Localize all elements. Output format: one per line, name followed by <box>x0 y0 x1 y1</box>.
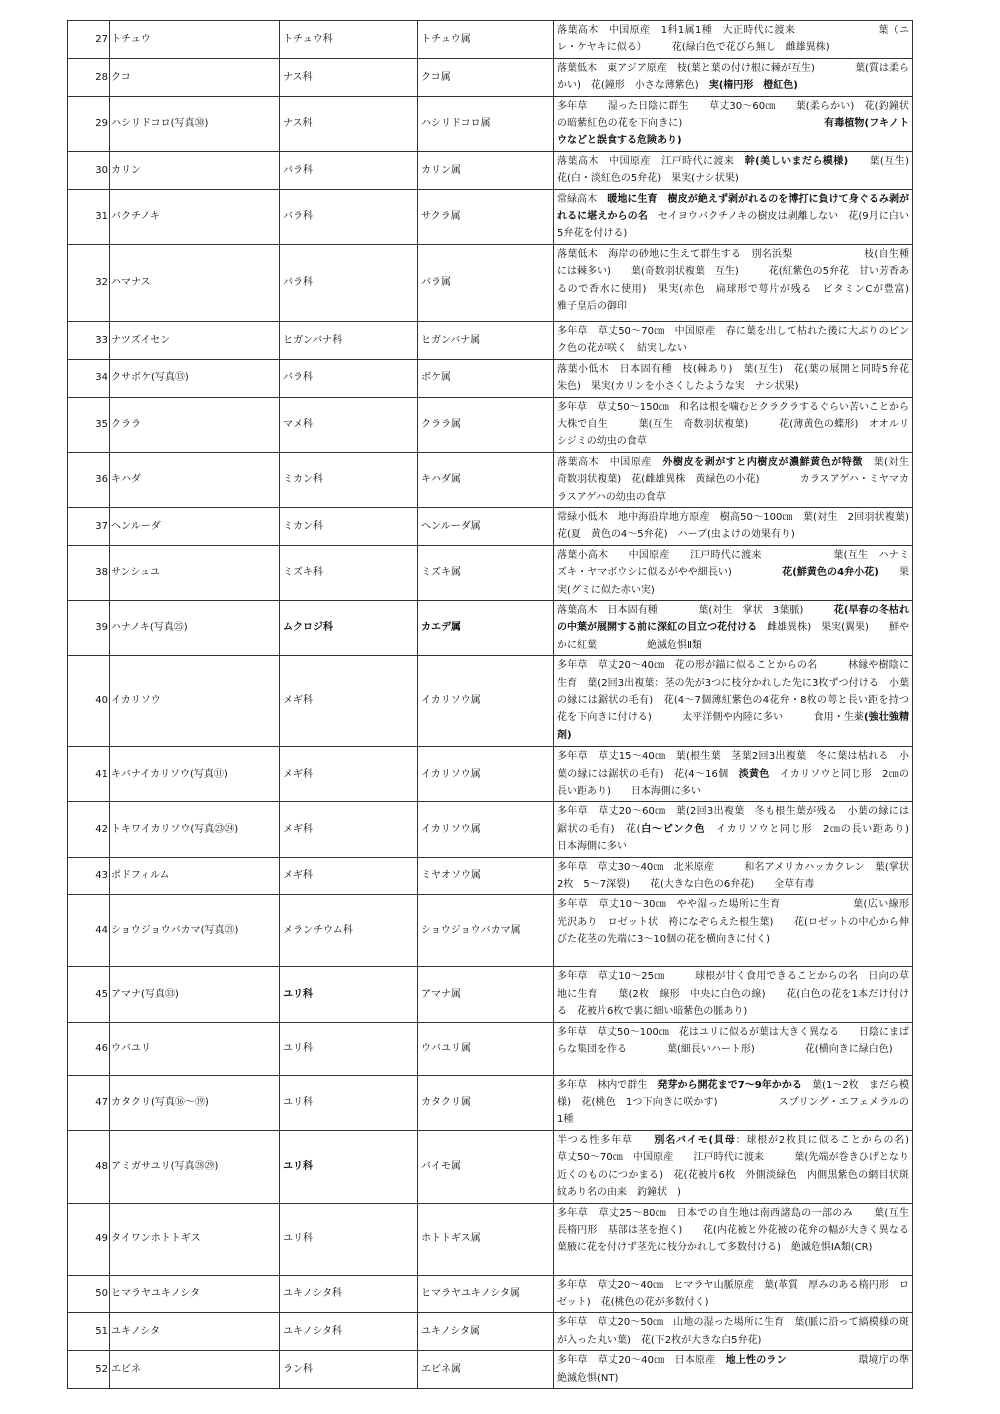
description-segment: 多年草 草丈50～100㎝ 花はユリに似るが葉は大きく異なる 日陰にまばらな集団を作る 葉(細長いハート形) 花(横向きに緑白色) <box>557 1026 909 1056</box>
plant-family: ナス科 <box>280 58 418 96</box>
description-bold-segment: 実(楕円形 橙紅色) <box>708 80 798 92</box>
plant-family: ナス科 <box>280 96 418 151</box>
plant-family: ユリ科 <box>280 1022 418 1075</box>
description-segment: 環境庁の準絶滅危惧(NT) <box>557 1355 910 1384</box>
table-row <box>68 1130 913 1203</box>
description-segment: 多年草 草丈20～40㎝ 花の形が錨に似ることからの名 林縁や樹陰に生育 葉(2回3出複葉：茎の先が3つに枝分かれした先に3枚ずつ付ける 小葉の縁には鋸状の毛有) 花(4～7個薄紅紫色の4花弁・8枚の萼と長い距を持つ花を下向きに付ける) 太平洋側や内陸に多い 食用・生薬 <box>557 660 909 724</box>
table-row <box>68 1075 913 1130</box>
description-segment: 多年草 草丈10～25㎝ 球根が甘く食用できることからの名 日向の草地に生育 葉(2枚 線形 中央に白色の線) 花(白色の花を1本だけ付ける 花被片6枚で裏に細い暗紫色の脈あり) <box>557 971 909 1018</box>
plant-family: バラ科 <box>280 359 418 397</box>
plant-genus: ミヤオソウ属 <box>418 857 554 895</box>
description-segment: 葉(対生 奇数羽状複葉) 花(雌雄異株 黄緑色の小花) カラスアゲハ・ミヤマカラスアゲハの幼虫の食草 <box>557 456 920 503</box>
plant-name: ヘンルーダ <box>110 507 280 545</box>
plant-description <box>554 1022 913 1075</box>
description-bold-segment: 別名バイモ(貝母 <box>654 1134 736 1146</box>
plant-family: ユリ科 <box>280 1130 418 1203</box>
plant-name: ハシリドコロ(写真㉚) <box>110 96 280 151</box>
table-row <box>68 507 913 545</box>
table-row <box>68 1275 913 1313</box>
description-segment: 常緑小低木 地中海沿岸地方原産 樹高50～100㎝ 葉(対生 2回羽状複葉) 花(夏 黄色の4～5弁花) ハーブ(虫よけの効果有り) <box>557 511 919 541</box>
plant-description <box>554 507 919 545</box>
plant-family: ムクロジ科 <box>280 600 418 655</box>
table-row <box>68 321 913 359</box>
plant-name: ユキノシタ <box>110 1313 280 1351</box>
row-number: 33 <box>68 321 110 359</box>
plant-name: キハダ <box>110 452 280 507</box>
description-segment: 落葉高木 中国原産 <box>557 456 663 468</box>
plant-description <box>554 96 913 151</box>
row-number: 36 <box>68 452 110 507</box>
row-number: 34 <box>68 359 110 397</box>
description-segment: 多年草 草丈30～40㎝ 北米原産 和名アメリカハッカクレン 葉(掌状2枚 5～7深裂) 花(大きな白色の6弁花) 全草有毒 <box>557 861 909 891</box>
table-row <box>68 244 913 321</box>
description-segment: 多年草 草丈20～40㎝ 日本原産 <box>557 1355 726 1367</box>
plant-description <box>554 151 920 189</box>
plant-family: バラ科 <box>280 151 418 189</box>
plant-genus: ヒガンバナ属 <box>418 321 554 359</box>
plant-description <box>554 802 939 857</box>
plant-name: ヒマラヤユキノシタ <box>110 1275 280 1313</box>
plant-genus: カエデ属 <box>418 600 554 655</box>
table-row <box>68 895 913 967</box>
plant-name: ポドフィルム <box>110 857 280 895</box>
plant-description <box>554 545 913 600</box>
plant-family: ラン科 <box>280 1351 418 1389</box>
table-row <box>68 600 913 655</box>
description-bold-segment: 花(早春の冬枯れの中葉が展開する前に深紅の目立つ花付ける <box>557 604 909 634</box>
description-bold-segment: 外樹皮を剥がすと内樹皮が濃鮮黄色が特徴 <box>662 456 863 468</box>
plant-genus: ウバユリ属 <box>418 1022 554 1075</box>
plant-family: ユキノシタ科 <box>280 1275 418 1313</box>
table-row <box>68 747 913 802</box>
plant-name: バクチノキ <box>110 189 280 244</box>
table-row <box>68 545 913 600</box>
plant-genus: ボケ属 <box>418 359 554 397</box>
description-segment: 多年草 草丈50～150㎝ 和名は根を噛むとクラクラするぐらい苦いことから 大株で自生 葉(互生 奇数羽状複葉) 花(薄黄色の蝶形) オオルリシジミの幼虫の食草 <box>557 401 939 448</box>
plant-family: ミカン科 <box>280 452 418 507</box>
plant-genus: ハシリドコロ属 <box>418 96 554 151</box>
description-segment: 多年草 草丈20～40㎝ ヒマラヤ山脈原産 葉(革質 厚みのある楕円形 ロゼット) 花(桃色の花が多数付く) <box>557 1279 909 1308</box>
plant-family: ユリ科 <box>280 1075 418 1130</box>
plant-description <box>554 600 913 655</box>
plant-genus: アマナ属 <box>418 967 554 1022</box>
plant-name: トチュウ <box>110 21 280 59</box>
row-number: 31 <box>68 189 110 244</box>
plant-description <box>554 397 939 452</box>
plant-description <box>554 1130 929 1203</box>
plant-genus: カリン属 <box>418 151 554 189</box>
plant-name: カタクリ(写真⑯～⑲) <box>110 1075 280 1130</box>
row-number: 29 <box>68 96 110 151</box>
description-segment: 落葉低木 海岸の砂地に生えて群生する 別名浜梨 枝(自生種には棘多い) 葉(奇数羽状複葉 互生) 花(紅紫色の5弁花 甘い芳香あるので香水に使用) 果実(赤色 扁球形で萼片が残る ビタミンCが豊富) 雅子皇后の御印 <box>557 248 979 313</box>
table-row <box>68 1022 913 1075</box>
plant-family: ミズキ科 <box>280 545 418 600</box>
description-segment: 落葉小低木 日本固有種 枝(棘あり) 葉(互生) 花(葉の展開と同時5弁花 朱色) 果実(カリンを小さくしたような実 ナシ状果) <box>557 363 919 393</box>
description-segment: イカリソウと同じ形 2㎝の長い距あり) 日本海側に多い <box>557 768 910 797</box>
plant-family: メランチウム科 <box>280 895 418 967</box>
plant-genus: ホトトギス属 <box>418 1203 554 1275</box>
plant-name: キバナイカリソウ(写真⑪) <box>110 747 280 802</box>
description-bold-segment: 幹(美しいまだら模様) <box>744 155 849 167</box>
plant-description <box>554 1203 919 1275</box>
row-number: 30 <box>68 151 110 189</box>
table-row <box>68 21 913 59</box>
plant-description <box>554 189 913 244</box>
description-bold-segment: 白～ピンク色 <box>640 823 706 835</box>
description-segment: 落葉高木 中国原産 1科1属1種 大正時代に渡来 葉（ニレ・ケヤキに似る） 花(緑白色で花びら無し 雌雄異株) <box>557 25 909 54</box>
plant-description <box>554 1313 913 1351</box>
plant-description <box>554 58 913 96</box>
plant-genus: ミズキ属 <box>418 545 554 600</box>
table-row <box>68 656 913 747</box>
description-segment: イカリソウと同じ形 2㎝の長い距あり) 日本海側に多い <box>557 823 939 853</box>
plant-name: エビネ <box>110 1351 280 1389</box>
plant-description <box>554 967 913 1022</box>
table-row <box>68 58 913 96</box>
table-row <box>68 802 913 857</box>
plant-family: ユリ科 <box>280 1203 418 1275</box>
plant-family: メギ科 <box>280 747 418 802</box>
plant-description <box>554 1075 913 1130</box>
row-number: 41 <box>68 747 110 802</box>
plant-description <box>554 656 913 747</box>
table-row <box>68 1203 913 1275</box>
table-row <box>68 857 913 895</box>
table-row <box>68 397 913 452</box>
description-segment: 多年草 草丈20～50㎝ 山地の湿った場所に生育 葉(脈に沿って縞模様の斑が入った丸い葉) 花(下2枚が大きな白5弁花) <box>557 1317 909 1346</box>
row-number: 47 <box>68 1075 110 1130</box>
row-number: 42 <box>68 802 110 857</box>
row-number: 39 <box>68 600 110 655</box>
plant-description <box>554 359 919 397</box>
row-number: 37 <box>68 507 110 545</box>
plant-family: メギ科 <box>280 857 418 895</box>
description-segment: 常緑高木 <box>557 193 608 205</box>
plant-name: ハナノキ(写真㉕) <box>110 600 280 655</box>
plant-name: ウバユリ <box>110 1022 280 1075</box>
row-number: 38 <box>68 545 110 600</box>
table-row <box>68 96 913 151</box>
row-number: 32 <box>68 244 110 321</box>
plant-genus: バイモ属 <box>418 1130 554 1203</box>
description-segment: 多年草 草丈20～60㎝ 葉(2回3出複葉 冬も根生葉が残る 小葉の縁には鋸状の毛有) 花( <box>557 806 909 835</box>
row-number: 43 <box>68 857 110 895</box>
plant-genus: カタクリ属 <box>418 1075 554 1130</box>
description-segment: 落葉低木 東アジア原産 枝(葉と葉の付け根に棘が互生) 葉(質は柔らかい) 花(鐘形 小さな薄紫色) <box>557 62 909 92</box>
plant-name: ショウジョウバカマ(写真㉑) <box>110 895 280 967</box>
plant-family: ユリ科 <box>280 967 418 1022</box>
plant-list-table <box>67 20 979 1389</box>
plant-name: ハマナス <box>110 244 280 321</box>
plant-name: カリン <box>110 151 280 189</box>
plant-name: アミガサユリ(写真㉘㉙) <box>110 1130 280 1203</box>
plant-genus: ヘンルーダ属 <box>418 507 554 545</box>
plant-genus: ヒマラヤユキノシタ属 <box>418 1275 554 1313</box>
plant-family: ミカン科 <box>280 507 418 545</box>
description-segment: 多年草 草丈10～30㎝ やや湿った場所に生育 葉(広い線形 光沢あり ロゼット状 袴になぞらえた根生葉) 花(ロゼットの中心から伸びた花茎の先端に3～10個の花を横向きに付く) <box>557 899 919 946</box>
description-bold-segment: 地上性のラン <box>725 1355 787 1367</box>
plant-name: ナツズイセン <box>110 321 280 359</box>
plant-name: クサボケ(写真⑬) <box>110 359 280 397</box>
row-number: 46 <box>68 1022 110 1075</box>
description-segment: 半つる性多年草 <box>557 1134 655 1146</box>
description-bold-segment: (強壮強精剤) <box>557 712 909 741</box>
description-segment: 多年草 林内で群生 <box>557 1079 658 1091</box>
plant-genus: ショウジョウバカマ属 <box>418 895 554 967</box>
plant-description <box>554 452 920 507</box>
plant-genus: トチュウ属 <box>418 21 554 59</box>
description-bold-segment: 花(鮮黄色の4弁小花) <box>782 567 879 579</box>
plant-genus: キハダ属 <box>418 452 554 507</box>
plant-name: イカリソウ <box>110 656 280 747</box>
plant-description <box>554 244 979 321</box>
description-segment: 多年草 草丈15～40㎝ 葉(根生葉 茎葉2回3出複葉 冬に葉は枯れる 小葉の縁には鋸状の毛有) 花(4～16個 <box>557 751 909 780</box>
plant-description <box>554 747 913 802</box>
plant-name: クコ <box>110 58 280 96</box>
row-number: 52 <box>68 1351 110 1389</box>
description-segment: 落葉高木 中国原産 江戸時代に渡来 <box>557 155 745 167</box>
row-number: 40 <box>68 656 110 747</box>
description-segment: ：球根が2枚貝に似ることからの名) 草丈50～70㎝ 中国原産 江戸時代に渡来 葉(先端が巻きひげとなり近くのものにつかまる) 花(花被片6枚 外側淡緑色 内側黒紫色の網目状斑紋あり名の由来 釣鐘状 ) <box>557 1134 929 1199</box>
description-bold-segment: 淡黄色 <box>738 768 770 780</box>
plant-description <box>554 895 919 967</box>
description-bold-segment: 暖地に生育 樹皮が絶えず剥がれるのを博打に負けて身ぐるみ剥がれるに堪えからの名 <box>557 193 910 223</box>
plant-name: トキワイカリソウ(写真㉓㉔) <box>110 802 280 857</box>
plant-genus: クコ属 <box>418 58 554 96</box>
plant-description <box>554 1275 913 1313</box>
description-segment: セイヨウバクチノキの樹皮は剥離しない 花(9月に白い5弁花を付ける) <box>557 211 909 240</box>
row-number: 48 <box>68 1130 110 1203</box>
description-segment: 多年草 湿った日陰に群生 草丈30～60㎝ 葉(柔らかい) 花(釣鐘状の暗紫紅色の花を下向きに) <box>557 100 909 130</box>
row-number: 50 <box>68 1275 110 1313</box>
table-row <box>68 1351 913 1389</box>
plant-genus: バラ属 <box>418 244 554 321</box>
plant-family: マメ科 <box>280 397 418 452</box>
plant-family: メギ科 <box>280 802 418 857</box>
description-segment: 葉(互生) 花(白・淡紅色の5弁花) 果実(ナシ状果) <box>557 155 920 185</box>
row-number: 44 <box>68 895 110 967</box>
plant-family: ユキノシタ科 <box>280 1313 418 1351</box>
description-segment: 多年草 草丈50～70㎝ 中国原産 春に葉を出して枯れた後に大ぶりのピンク色の花が咲く 結実しない <box>557 325 909 355</box>
plant-list-body <box>68 21 979 1389</box>
table-row <box>68 452 913 507</box>
plant-name: サンシュユ <box>110 545 280 600</box>
plant-genus: イカリソウ属 <box>418 802 554 857</box>
plant-name: タイワンホトトギス <box>110 1203 280 1275</box>
row-number: 45 <box>68 967 110 1022</box>
row-number: 28 <box>68 58 110 96</box>
plant-name: クララ <box>110 397 280 452</box>
plant-genus: イカリソウ属 <box>418 747 554 802</box>
description-segment: 果実(グミに似た赤い実) <box>557 567 909 596</box>
plant-description <box>554 1351 913 1389</box>
plant-family: バラ科 <box>280 189 418 244</box>
description-segment: 落葉小高木 中国原産 江戸時代に渡来 葉(互生 ハナミズキ・ヤマボウシに似るがやや細長い) <box>557 549 909 579</box>
description-bold-segment: 発芽から開花まで7～9年かかる <box>657 1079 802 1091</box>
plant-genus: エビネ属 <box>418 1351 554 1389</box>
plant-genus: サクラ属 <box>418 189 554 244</box>
plant-genus: イカリソウ属 <box>418 656 554 747</box>
plant-family: メギ科 <box>280 656 418 747</box>
description-segment: 葉(1～2枚 まだら模様) 花(桃色 1つ下向きに咲かす) スプリング・エフェメラルの1種 <box>557 1079 910 1126</box>
row-number: 51 <box>68 1313 110 1351</box>
plant-description <box>554 857 913 895</box>
description-bold-segment: 有毒植物(フキノトウなどと誤食する危険あり) <box>557 118 909 147</box>
plant-name: アマナ(写真㉝) <box>110 967 280 1022</box>
plant-description <box>554 321 913 359</box>
row-number: 27 <box>68 21 110 59</box>
table-row <box>68 1313 913 1351</box>
plant-genus: クララ属 <box>418 397 554 452</box>
description-segment: 多年草 草丈25～80㎝ 日本での自生地は南西諸島の一部のみ 葉(互生 長楕円形 基部は茎を抱く) 花(内花被と外花被の花弁の幅が大きく異なる 葉腋に花を付けず茎先に枝分かれして多数付ける) 絶滅危惧IA類(CR) <box>557 1207 919 1254</box>
plant-family: ヒガンバナ科 <box>280 321 418 359</box>
plant-family: バラ科 <box>280 244 418 321</box>
description-segment: 落葉高木 日本固有種 葉(対生 掌状 3葉脈) <box>557 604 834 616</box>
table-row <box>68 189 913 244</box>
table-row <box>68 967 913 1022</box>
description-segment: 雌雄異株) 果実(翼果) 鮮やかに紅葉 絶滅危惧Ⅱ類 <box>557 622 909 651</box>
row-number: 35 <box>68 397 110 452</box>
plant-genus: ユキノシタ属 <box>418 1313 554 1351</box>
table-row <box>68 151 913 189</box>
plant-family: トチュウ科 <box>280 21 418 59</box>
row-number: 49 <box>68 1203 110 1275</box>
table-row <box>68 359 913 397</box>
plant-description <box>554 21 913 59</box>
